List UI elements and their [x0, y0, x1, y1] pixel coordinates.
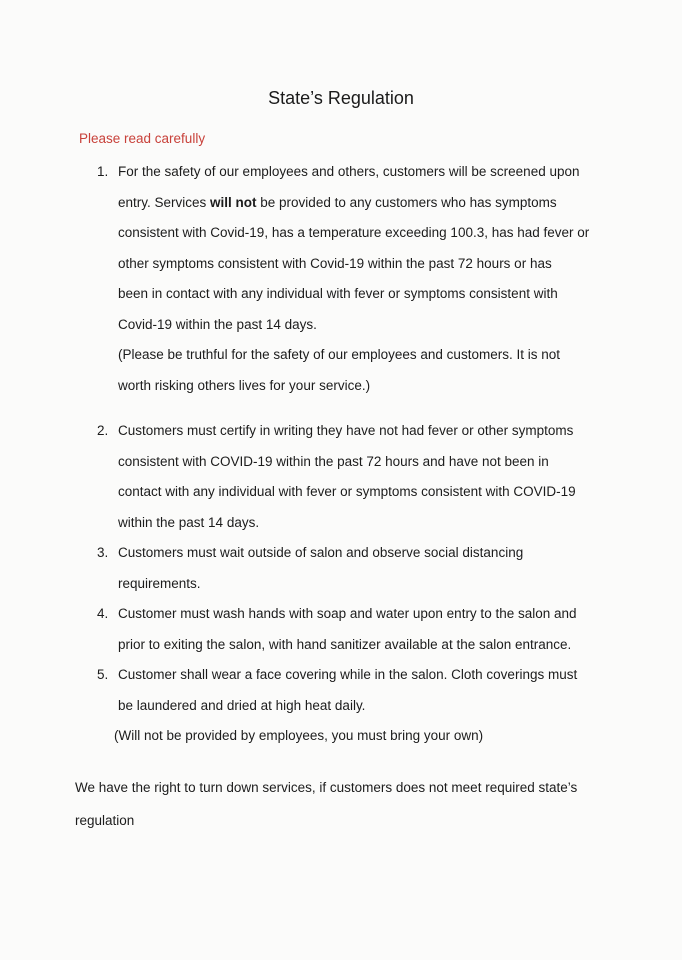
regulation-list [97, 157, 627, 752]
item-line: Customer shall wear a face covering while in the salon. Cloth coverings must [118, 667, 578, 682]
item-number: 4. [97, 606, 109, 621]
list-item [97, 157, 627, 401]
subtitle: Please read carefully [79, 131, 206, 146]
item-line: within the past 14 days. [118, 514, 260, 530]
item-line: other symptoms consistent with Covid-19 within the past 72 hours or has [118, 255, 552, 271]
item-line: entry. Services will not be provided to any customers who has symptoms [118, 194, 557, 210]
item-line: Covid-19 within the past 14 days. [118, 316, 317, 332]
item-line: consistent with COVID-19 within the past 72 hours and have not been in [118, 453, 549, 469]
item-line: consistent with Covid-19, has a temperature exceeding 100.3, has had fever or [118, 225, 590, 240]
page-title: State’s Regulation [268, 88, 414, 108]
footer-statement [75, 771, 635, 837]
item-line: Customers must wait outside of salon and observe social distancing [118, 545, 524, 560]
item-note: (Will not be provided by employees, you must bring your own) [114, 728, 484, 743]
item-line: been in contact with any individual with fever or symptoms consistent with [118, 286, 558, 301]
item-number: 2. [97, 423, 109, 438]
list-item [97, 416, 627, 538]
list-item [97, 599, 627, 660]
item-number: 5. [97, 667, 109, 682]
item-note: worth risking others lives for your service.) [118, 377, 371, 393]
item-line: Customers must certify in writing they have not had fever or other symptoms [118, 423, 574, 438]
item-line: Customer must wash hands with soap and water upon entry to the salon and [118, 606, 577, 621]
footer-line: regulation [75, 813, 135, 828]
item-note: (Please be truthful for the safety of our employees and customers. It is not [118, 347, 560, 362]
item-line: contact with any individual with fever or symptoms consistent with COVID-19 [118, 484, 576, 499]
item-line: be laundered and dried at high heat daily. [118, 697, 366, 713]
item-line: requirements. [118, 575, 201, 591]
item-number: 3. [97, 545, 109, 560]
list-item [97, 538, 627, 599]
emphasis-text: will not [210, 194, 257, 210]
item-number: 1. [97, 164, 109, 179]
item-line: prior to exiting the salon, with hand sanitizer available at the salon entrance. [118, 636, 572, 652]
item-line: For the safety of our employees and others, customers will be screened upon [118, 164, 580, 179]
footer-line: We have the right to turn down services, if customers does not meet required state’s [75, 780, 578, 795]
list-item [97, 660, 627, 752]
